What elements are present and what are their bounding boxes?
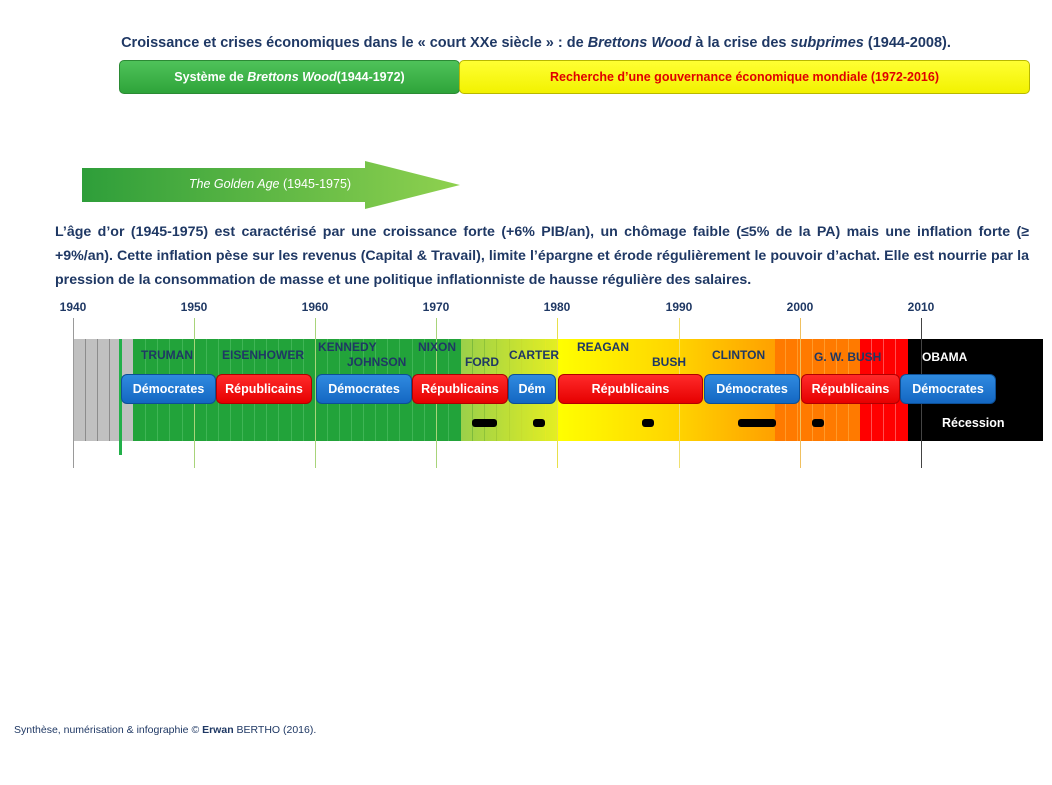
president-reagan: REAGAN (577, 340, 630, 354)
golden-age-description: L’âge d’or (1945-1975) est caractérisé par une croissance forte (+6% PIB/an), un chômage faible (≤5% de la PA) mais une inflation forte (≥ +9%/an). Cette inflation pèse sur les revenus (Capital & Travail), limite l’épargne et érode régulièrement le pouvoir d’achat. Elle est nourrie par la pression de la consommation de masse et une politique inflationniste de hausse régulière des salaires. (55, 224, 1029, 288)
title-subprimes: subprimes (790, 35, 864, 51)
president-bush: BUSH (652, 355, 687, 369)
year-label: 1940 (59, 300, 87, 314)
president-clinton: CLINTON (712, 348, 766, 362)
party-democrats: Démocrates (316, 374, 412, 404)
year-label: 1950 (180, 300, 208, 314)
recession-marker (533, 419, 545, 427)
year-label: 1960 (301, 300, 329, 314)
party-democrats: Démocrates (121, 374, 216, 404)
year-label: 1970 (422, 300, 450, 314)
recession-marker (472, 419, 497, 427)
title-bretton-woods: Brettons Wood (587, 35, 692, 51)
party-republicans: Républicains (801, 374, 900, 404)
president-carter: CARTER (509, 348, 559, 362)
recession-marker (642, 419, 654, 427)
party-republicans: Républicains (558, 374, 703, 404)
recession-marker (812, 419, 824, 427)
year-label: 1980 (543, 300, 571, 314)
party-democrats: Démocrates (900, 374, 996, 404)
president-truman: TRUMAN (141, 348, 193, 362)
year-label: 1990 (665, 300, 693, 314)
president-obama: OBAMA (922, 350, 968, 364)
president-ford: FORD (465, 355, 499, 369)
party-republicans: Républicains (216, 374, 312, 404)
year-label: 2000 (786, 300, 814, 314)
recession-marker (738, 419, 776, 427)
president-kennedy: KENNEDY (318, 340, 377, 354)
golden-age-label: The Golden Age (1945-1975) (188, 177, 352, 191)
party-democrats: Dém (508, 374, 556, 404)
period-global-governance: Recherche d’une gouvernance économique mondiale (1972-2016) (459, 60, 1030, 94)
president-johnson: JOHNSON (347, 355, 407, 369)
party-democrats: Démocrates (704, 374, 800, 404)
president-eisenhower: EISENHOWER (222, 348, 305, 362)
year-label: 2010 (907, 300, 935, 314)
party-republicans: Républicains (412, 374, 508, 404)
recession-legend: Récession (942, 416, 1005, 430)
president-gw-bush: G. W. BUSH (814, 350, 882, 364)
president-nixon: NIXON (418, 340, 457, 354)
period-bretton-woods: Système de Brettons Wood (1944-1972) (119, 60, 460, 94)
footer-credit: Synthèse, numérisation & infographie © Erwan BERTHO (2016). (14, 724, 317, 736)
page-title: Croissance et crises économiques dans le « court XXe siècle » : de Brettons Wood à la crise des subprimes (1944-2008). (121, 35, 951, 51)
